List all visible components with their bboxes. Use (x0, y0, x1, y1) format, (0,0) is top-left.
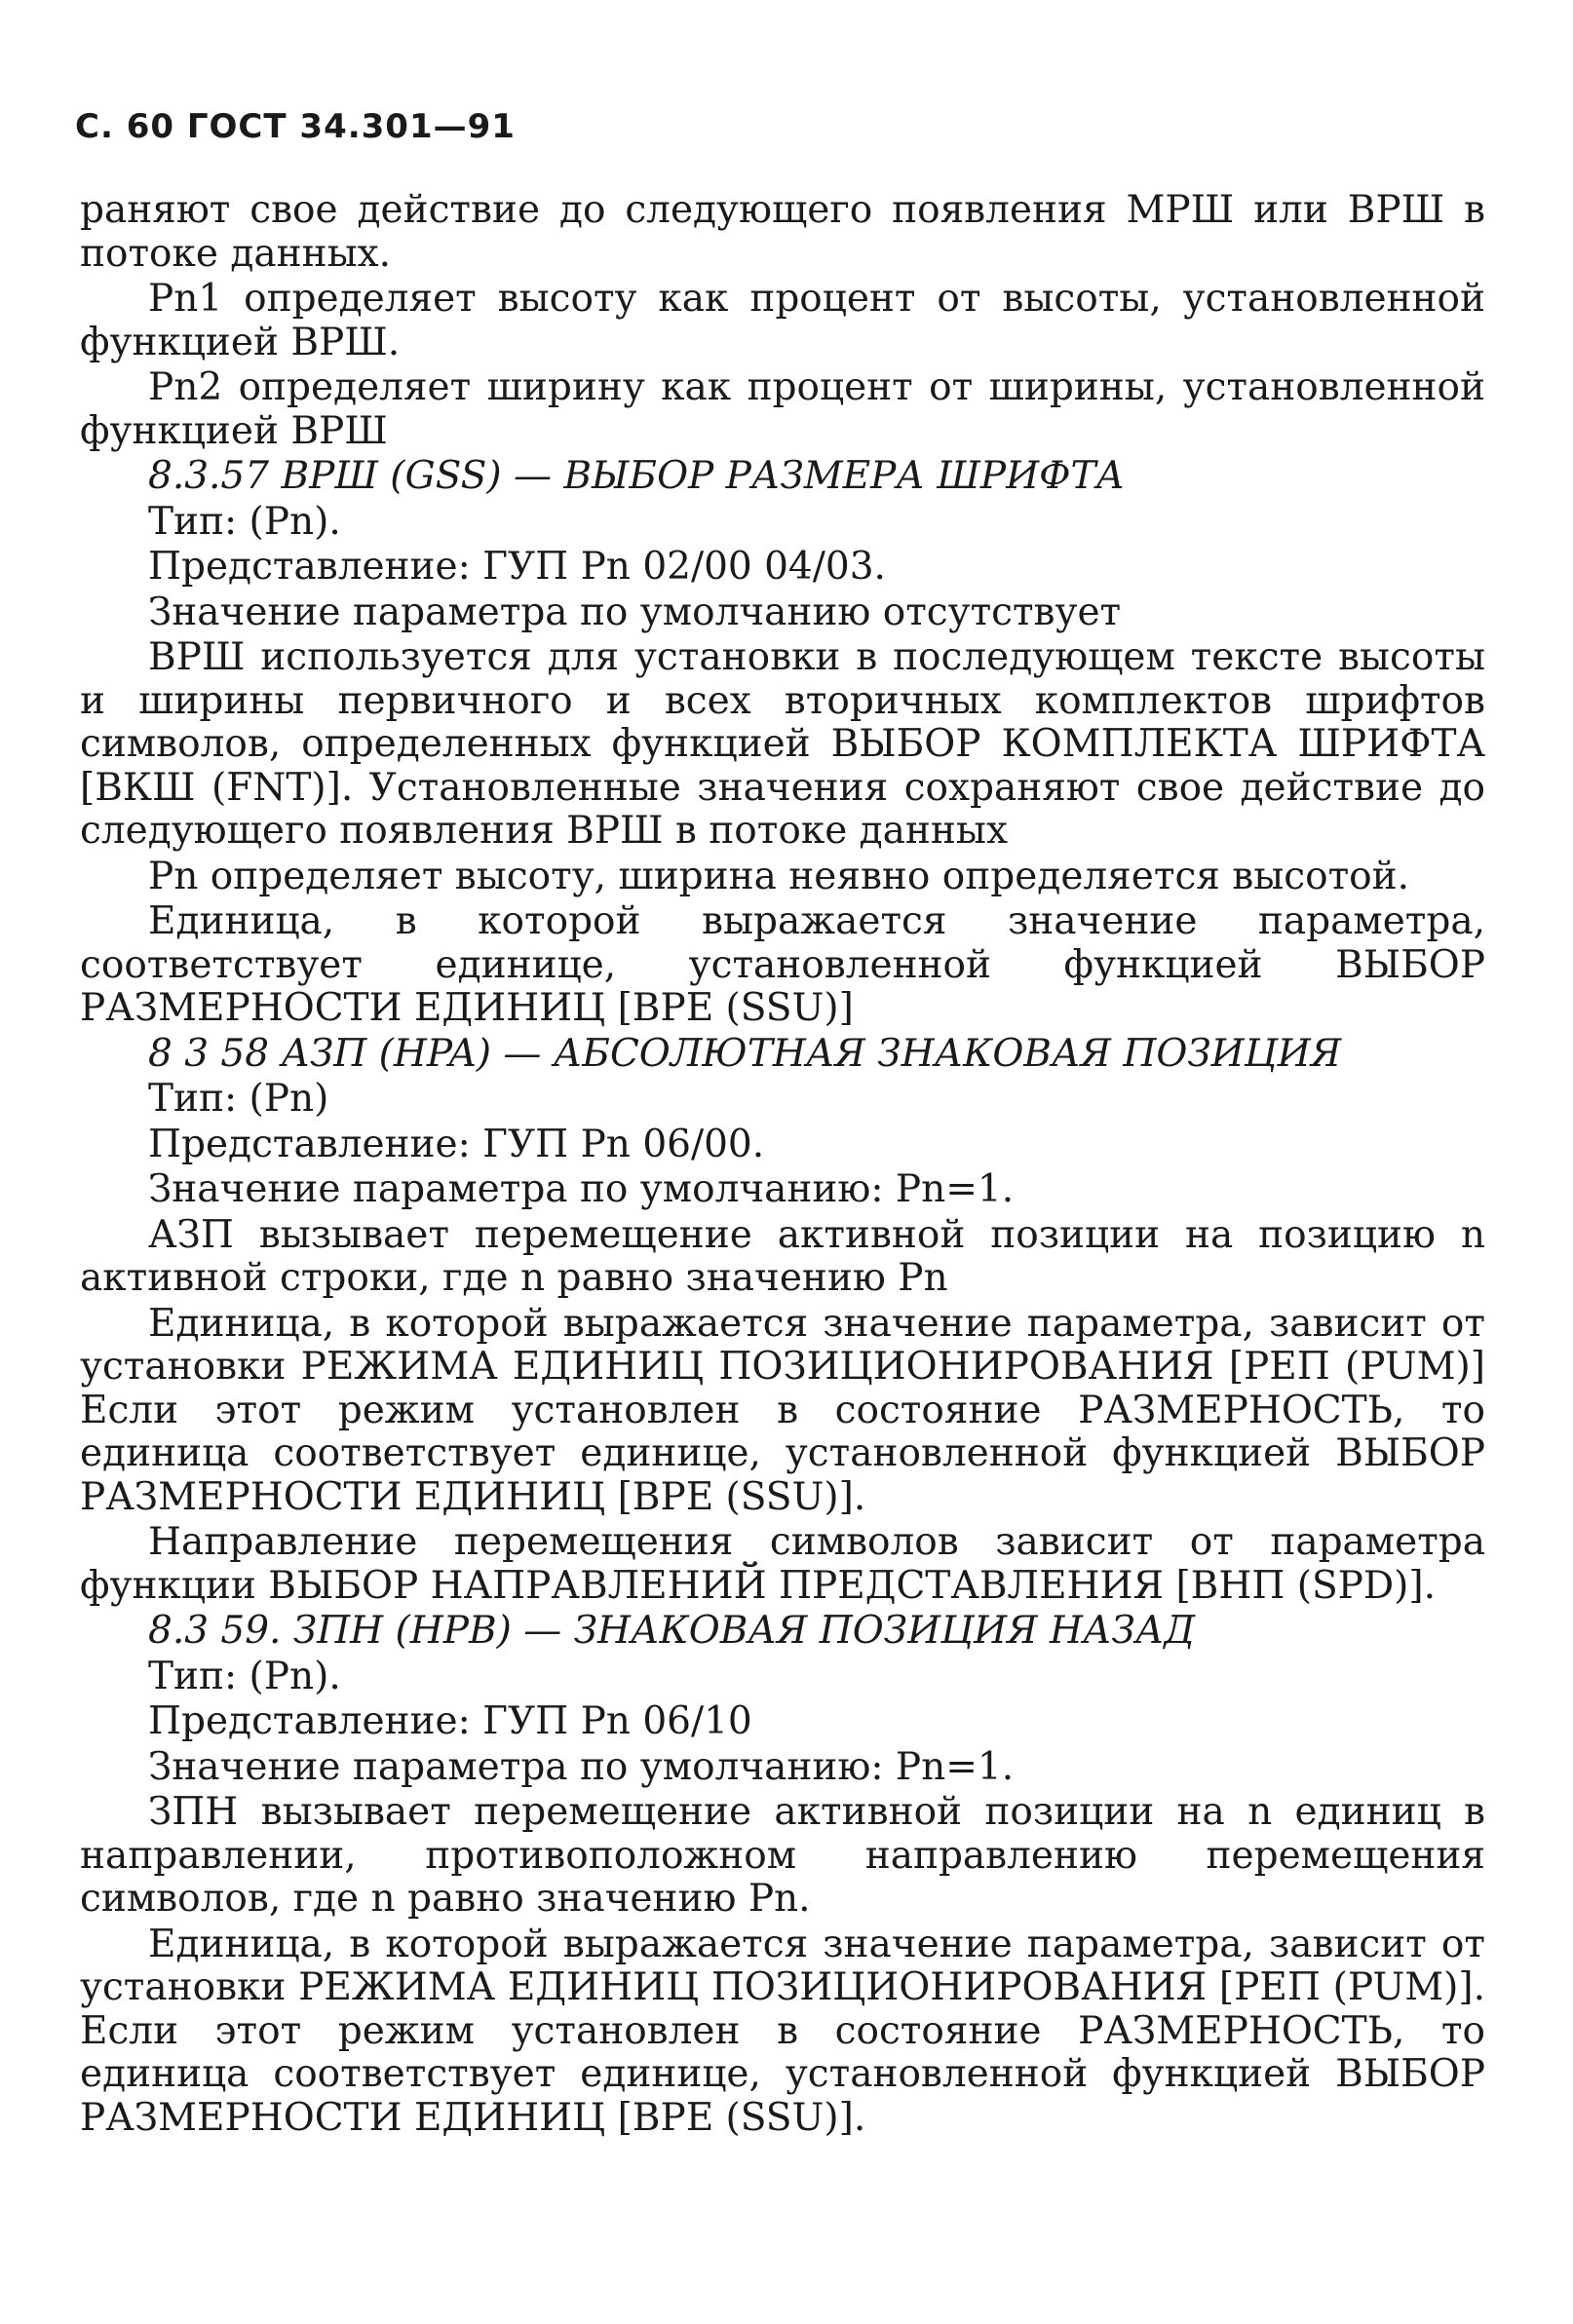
paragraph: ЗПН вызывает перемещение активной позиции на n единиц в направлении, противоположном направлению перемещения символов, где n равно значению Pn. (80, 1790, 1485, 1921)
document-body (80, 189, 1485, 2140)
paragraph: АЗП вызывает перемещение активной позиции на позицию n активной строки, где n равно значению Pn (80, 1212, 1485, 1300)
paragraph: Представление: ГУП Pn 06/10 (148, 1699, 752, 1743)
paragraph: Тип: (Pn). (148, 1654, 341, 1698)
paragraph: Тип: (Pn). (148, 499, 341, 544)
paragraph: Представление: ГУП Pn 06/00. (148, 1122, 765, 1166)
paragraph: Тип: (Pn) (148, 1077, 329, 1121)
paragraph: Значение параметра по умолчанию отсутствует (148, 590, 1122, 634)
paragraph: Представление: ГУП Pn 02/00 04/03. (148, 545, 886, 589)
paragraph: Единица, в которой выражается значение параметра, соответствует единице, установленной функцией ВЫБОР РАЗМЕРНОСТИ ЕДИНИЦ [ВРЕ (SSU)] (80, 899, 1485, 1030)
paragraph: Pn определяет высоту, ширина неявно определяется высотой. (148, 854, 1410, 898)
paragraph: Pn2 определяет ширину как процент от ширины, установленной функцией ВРШ (80, 365, 1485, 453)
section-heading: 8 3 58 АЗП (HPA) — АБСОЛЮТНАЯ ЗНАКОВАЯ ПОЗИЦИЯ (148, 1031, 1342, 1076)
paragraph: Единица, в которой выражается значение параметра, зависит от установки РЕЖИМА ЕДИНИЦ ПОЗИЦИОНИРОВАНИЯ [РЕП (PUM)]. Если этот режим установлен в состояние РАЗМЕРНОСТЬ, то единица соответствует единице, установленной функцией ВЫБОР РАЗМЕРНОСТИ ЕДИНИЦ [ВРЕ (SSU)]. (80, 1922, 1485, 2140)
paragraph: Единица, в которой выражается значение параметра, зависит от установки РЕЖИМА ЕДИНИЦ ПОЗИЦИОНИРОВАНИЯ [РЕП (PUM)] Если этот режим установлен в состояние РАЗМЕРНОСТЬ, то единица соответствует единице, установленной функцией ВЫБОР РАЗМЕРНОСТИ ЕДИНИЦ [ВРЕ (SSU)]. (80, 1301, 1485, 1519)
page-header: С. 60 ГОСТ 34.301—91 (75, 107, 516, 146)
paragraph: Значение параметра по умолчанию: Pn=1. (148, 1167, 1015, 1211)
paragraph: ВРШ используется для установки в последующем тексте высоты и ширины первичного и всех вторичных комплектов шрифтов символов, определенных функцией ВЫБОР КОМПЛЕКТА ШРИФТА [ВКШ (FNT)]. Установленные значения сохраняют свое действие до следующего появления ВРШ в потоке данных (80, 635, 1485, 853)
paragraph: Направление перемещения символов зависит от параметра функции ВЫБОР НАПРАВЛЕНИЙ ПРЕДСТАВЛЕНИЯ [ВНП (SPD)]. (80, 1520, 1485, 1608)
paragraph: раняют свое действие до следующего появления МРШ или ВРШ в потоке данных. (80, 188, 1485, 276)
paragraph: Значение параметра по умолчанию: Pn=1. (148, 1744, 1015, 1789)
section-heading: 8.3.57 ВРШ (GSS) — ВЫБОР РАЗМЕРА ШРИФТА (148, 454, 1126, 498)
paragraph: Pn1 определяет высоту как процент от высоты, установленной функцией ВРШ. (80, 277, 1485, 364)
section-heading: 8.3 59. ЗПН (HPB) — ЗНАКОВАЯ ПОЗИЦИЯ НАЗАД (148, 1609, 1196, 1653)
